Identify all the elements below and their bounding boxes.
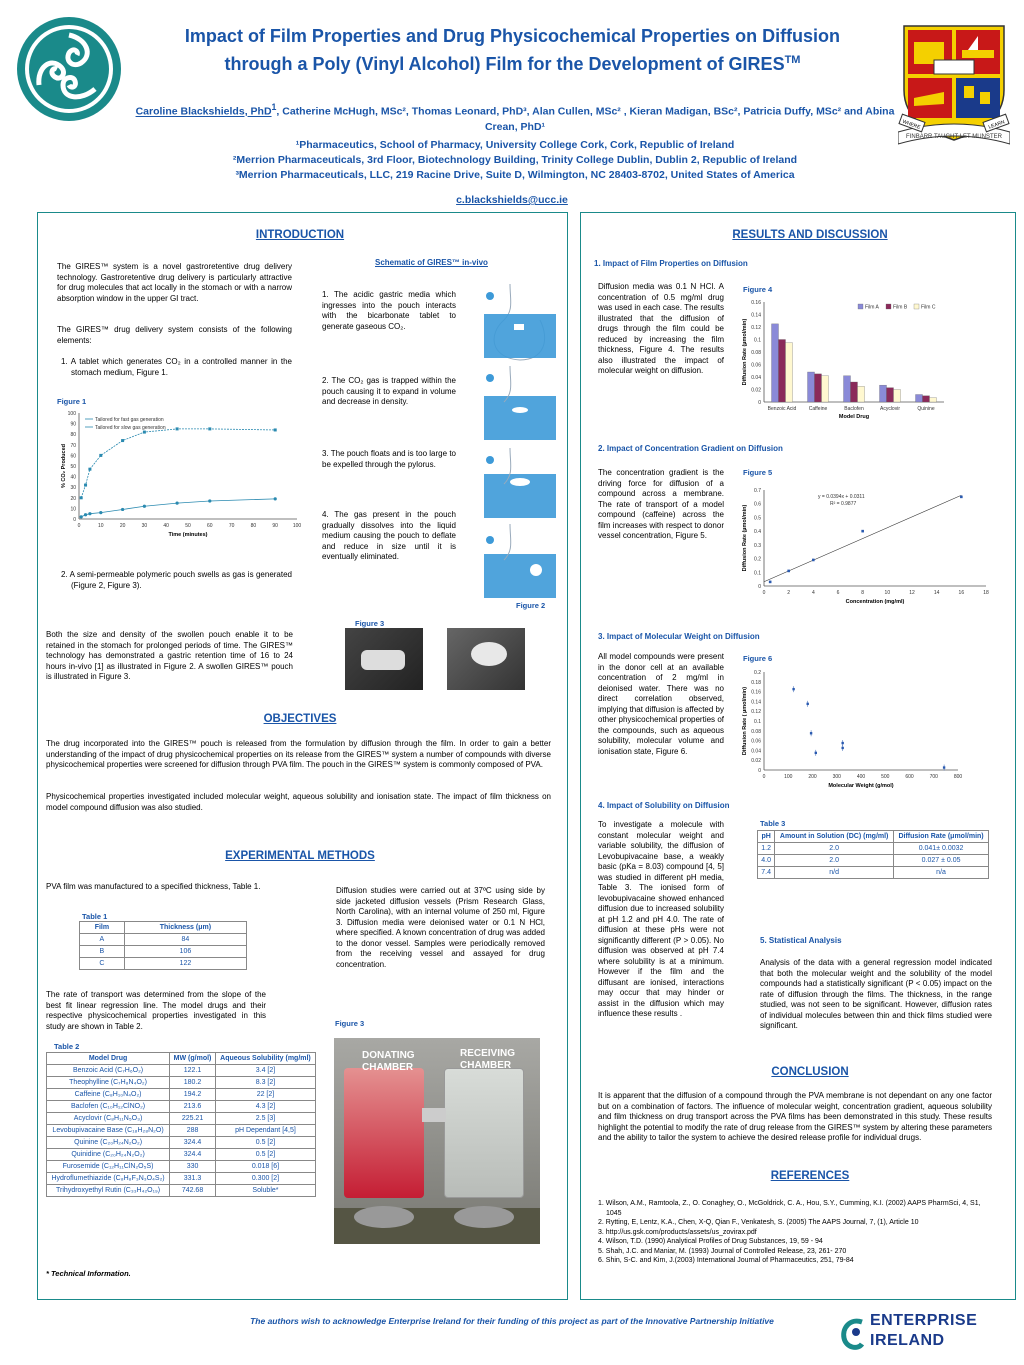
table-2-header: MW (g/mol) — [170, 1053, 216, 1065]
crest-motto: FINBARR TAUGHT LET MUNSTER — [906, 134, 1002, 140]
y-tick-label: 10 — [70, 506, 76, 513]
x-tick-label: Caffeine — [808, 406, 828, 412]
data-point — [84, 513, 87, 516]
table-row — [47, 1077, 316, 1089]
table-3-label: Table 3 — [760, 819, 786, 828]
presenting-author: Caroline Blackshields, PhD — [135, 105, 272, 118]
legend-swatch — [858, 304, 863, 309]
affiliation-1: ¹Pharmaceutics, School of Pharmacy, University College Cork, Cork, Republic of Ireland — [295, 139, 735, 151]
objectives-paragraph-2: Physicochemical properties investigated included molecular weight, aqueous solubility and ionisation state. The impact of film thickness on model compound diffusion was also studied. — [46, 792, 551, 812]
results-text-4: To investigate a molecule with constant molecular weight and variable solubility, the diffusion of Levobupivacaine base, a weakly basic (pKa = 8.03) compound [4, 5] was studied in different pH media, Table 3. The ionised form of levobupivacaine showed enhanced diffusion due to increased solubility at pH 1.2 and pH 4.0. The rate of diffusion at these pHs were not significantly different (P > 0.05). No diffusion was observed at pH 7.4 where solubility is at a minimum. However if the film and the diffusant are ionised, interactions may occur that may hinder or assist in the diffusion which may influence these results . — [598, 820, 724, 1018]
x-tick-label: 700 — [929, 774, 938, 780]
table-row — [47, 1125, 316, 1137]
y-tick-label: 60 — [70, 453, 76, 460]
x-tick-label: 800 — [953, 774, 963, 780]
table-cell: 331.3 — [170, 1173, 216, 1185]
reference-item: 6. Shin, S-C. and Kim, J.(2003) International Journal of Pharmaceutics, 251, 79-84 — [598, 1257, 854, 1264]
legend-label: Film A — [865, 304, 879, 311]
reference-item: 1. Wilson, A.M., Ramtoola, Z., O. Conaghey, O., McGoldrick, C. A., Hou, S.Y., Cumming, K.I. (2002) AAPS PharmSci, 4, S1, 1045 — [598, 1200, 981, 1217]
results-subheading-3: 3. Impact of Molecular Weight on Diffusion — [598, 632, 760, 641]
table-1-header: Thickness (μm) — [124, 922, 246, 934]
data-point — [960, 496, 963, 499]
y-axis-label: Diffusion Rate (µmol/min) — [742, 504, 748, 572]
data-point — [810, 732, 812, 734]
y-tick-label: 90 — [70, 421, 76, 428]
logo-text-ireland: IRELAND — [870, 1332, 945, 1349]
table-cell: 4.3 [2] — [215, 1101, 315, 1113]
schematic-step-4: 4. The gas present in the pouch gradually dissolves into the liquid medium causing the pouch to deflate and reduce in size until it is eventually eliminated. — [322, 510, 456, 561]
y-tick-label: 0.6 — [754, 501, 761, 508]
y-tick-label: 0.1 — [754, 570, 761, 577]
data-point — [80, 515, 83, 518]
table-1-header: Film — [80, 922, 125, 934]
ucc-crest — [898, 20, 1010, 160]
legend-label: Film C — [921, 304, 936, 311]
figure-3-label: Figure 3 — [355, 619, 385, 628]
bar — [815, 374, 822, 402]
x-tick-label: 300 — [832, 774, 841, 780]
y-tick-label: 0.2 — [754, 556, 761, 563]
table-cell: 225.21 — [170, 1113, 216, 1125]
figure-6-chart — [738, 668, 968, 794]
table-cell: 7.4 — [758, 867, 775, 879]
table-cell: 0.018 [6] — [215, 1161, 315, 1173]
intro-paragraph-2: The GIRES™ drug delivery system consists of the following elements: — [57, 325, 292, 345]
y-tick-label: 0.7 — [754, 488, 761, 494]
table-cell: Hydroflumethiazide (C₈H₈F₃N₃O₄S₂) — [47, 1173, 170, 1185]
y-tick-label: 0.02 — [751, 387, 761, 394]
figure-6-label: Figure 6 — [743, 654, 773, 663]
x-tick-label: 12 — [909, 590, 915, 596]
x-tick-label: 2 — [787, 590, 791, 596]
stomach-stage-3 — [484, 448, 556, 518]
y-tick-label: 0.1 — [754, 337, 761, 344]
y-tick-label: 0.16 — [751, 689, 761, 696]
table-cell: 194.2 — [170, 1089, 216, 1101]
trendline-r2: R² = 0.9877 — [830, 501, 857, 507]
bar — [822, 376, 829, 402]
poster-title: Impact of Film Properties and Drug Physicochemical Properties on Diffusion through a Poly (Vinyl Alcohol) Film for the Development of GIRES™ — [184, 26, 841, 74]
table-row — [47, 1089, 316, 1101]
table-1-label: Table 1 — [82, 912, 108, 921]
table-row — [80, 958, 247, 970]
table-row — [47, 1161, 316, 1173]
affiliations — [120, 138, 910, 183]
objectives-paragraph-1: The drug incorporated into the GIRES™ pouch is released from the formulation by diffusion through the film. In order to gain a better understanding of the impact of drug physicochemical properties on its release from the GIRES™ system a number of compounds with diverse physicochemical properties were screened for diffusion through PVA film. The pouch in the GIRES™ system is commonly composed of PVA. — [46, 739, 551, 769]
intro-item-1: 1. A tablet which generates CO₂ in a controlled manner in the stomach medium, Figure 1. — [61, 357, 292, 377]
y-tick-label: 0 — [73, 517, 76, 523]
schematic-step-2: 2. The CO₂ gas is trapped within the pouch causing it to expand in volume and decrease in density. — [322, 376, 456, 406]
reference-item: 4. Wilson, T.D. (1990) Analytical Profiles of Drug Substances, 19, 59 - 94 — [598, 1238, 823, 1245]
y-tick-label: 0.14 — [751, 312, 761, 319]
data-point — [815, 752, 817, 754]
table-row — [80, 934, 247, 946]
data-point — [792, 688, 794, 690]
reference-item: 3. http://us.gsk.com/products/assets/us_zovirax.pdf — [598, 1228, 757, 1236]
y-tick-label: 0.08 — [751, 350, 761, 356]
table-row — [80, 946, 247, 958]
data-point — [99, 454, 102, 457]
table-cell: 8.3 [2] — [215, 1077, 315, 1089]
data-point — [787, 570, 790, 573]
y-tick-label: 40 — [70, 474, 76, 481]
x-tick-label: Quinine — [917, 406, 935, 412]
bar — [930, 398, 937, 402]
contact-email[interactable]: c.blackshields@ucc.ie — [456, 194, 568, 206]
enterprise-ireland-mark-icon — [840, 1314, 866, 1354]
data-point — [176, 427, 179, 430]
schematic-step-1: 1. The acidic gastric media which ingresses into the pouch interacts with the bicarbonate tablet to generate gaseous CO₂. — [322, 290, 456, 331]
table-cell: C — [80, 958, 125, 970]
table-row — [47, 1113, 316, 1125]
table-3-header: Amount in Solution (DC) (mg/ml) — [775, 831, 894, 843]
table-row — [758, 867, 989, 879]
y-tick-label: 0 — [758, 768, 761, 774]
results-subheading-5: 5. Statistical Analysis — [760, 936, 842, 945]
data-point — [943, 766, 945, 768]
stomach-stage-2 — [484, 366, 556, 440]
y-axis-label: Diffusion Rate (µmol/min) — [742, 318, 748, 386]
figure-5-label: Figure 5 — [743, 468, 773, 477]
table-3-header: pH — [758, 831, 775, 843]
data-point — [143, 505, 146, 508]
table-3 — [757, 830, 989, 879]
bar — [844, 376, 851, 402]
stomach-schematic — [480, 280, 560, 600]
results-subheading-4: 4. Impact of Solubility on Diffusion — [598, 801, 730, 810]
data-point — [812, 559, 815, 562]
table-cell: 0.041± 0.0032 — [894, 843, 989, 855]
table-cell: Caffeine (C₈H₁₀N₄O₂) — [47, 1089, 170, 1101]
diffusion-vessel-photo — [334, 1038, 540, 1244]
trendline-equation: y = 0.0394x + 0.0311 — [818, 494, 865, 500]
table-cell: 0.5 [2] — [215, 1149, 315, 1161]
crest-motto-right: LEARN — [987, 119, 1006, 131]
y-tick-label: 0.14 — [751, 699, 761, 706]
results-text-5: Analysis of the data with a general regression model indicated that both the molecular weight and the solubility of the model compounds had a statistically significant (P < 0.05) impact on the rate of diffusion through the films. The thickness, in the range studied, was not seen to be significant. However, diffusion rates of individual molecules between thin and thick films studied were significant. — [760, 958, 992, 1030]
table-cell: Soluble* — [215, 1185, 315, 1197]
results-text-1: Diffusion media was 0.1 N HCl. A concentration of 0.5 mg/ml drug was used in each case. The results illustrated that the diffusion of drugs through the film could be reduced by increasing the film thickness, Figure 4. The results also illustrated the impact of molecular weight on diffusion. — [598, 282, 724, 375]
methods-paragraph-1: PVA film was manufactured to a specified thickness, Table 1. — [46, 882, 261, 891]
stomach-stage-1 — [484, 284, 556, 360]
data-point — [861, 530, 864, 533]
figure-1-chart — [57, 407, 307, 547]
legend-label: Tailored for fast gas generation — [95, 417, 164, 423]
table-cell: 324.4 — [170, 1137, 216, 1149]
legend-swatch — [914, 304, 919, 309]
methods-paragraph-3: Diffusion studies were carried out at 37ºC using side by side jacketed diffusion vessels (Prism Research Glass, North Carolina), with an internal volume of 250 ml, Figure 3. Diffusion media were deionised water or 0.1 N HCl, where specified. A known concentration of drug was added to the donor vessel. Samples were periodically removed from the receiving vessel and assayed for drug concentration. — [336, 886, 545, 969]
x-tick-label: 8 — [861, 590, 865, 596]
x-tick-label: 90 — [272, 523, 278, 529]
affiliation-3: ³Merrion Pharmaceuticals, LLC, 219 Racine Drive, Suite D, Wilmington, NC 28403-8702, United States of America — [235, 169, 795, 181]
x-tick-label: 100 — [784, 774, 793, 780]
x-tick-label: 14 — [933, 590, 940, 596]
table-cell: 180.2 — [170, 1077, 216, 1089]
x-axis-label: Molecular Weight (g/mol) — [828, 783, 894, 789]
x-axis-label: Time (minutes) — [168, 532, 208, 538]
figure-5-chart — [738, 484, 996, 612]
figure-4-label: Figure 4 — [743, 285, 773, 294]
x-tick-label: 200 — [808, 774, 817, 780]
results-heading: RESULTS AND DISCUSSION — [732, 229, 888, 241]
bar — [808, 372, 815, 402]
table-row — [758, 843, 989, 855]
table-cell: Furosemide (C₁₂H₁₁ClN₂O₅S) — [47, 1161, 170, 1173]
y-tick-label: 70 — [70, 442, 76, 449]
table-cell: 1.2 — [758, 843, 775, 855]
table-cell: Benzoic Acid (C₇H₆O₂) — [47, 1065, 170, 1077]
references-heading: REFERENCES — [770, 1170, 850, 1182]
y-tick-label: 0.2 — [754, 670, 761, 676]
table-cell: A — [80, 934, 125, 946]
data-point — [143, 431, 146, 434]
table-cell: 0.300 [2] — [215, 1173, 315, 1185]
y-tick-label: 0 — [758, 584, 761, 590]
table-cell: 84 — [124, 934, 246, 946]
bar — [786, 343, 793, 402]
bar — [894, 390, 901, 403]
table-2-label: Table 2 — [54, 1042, 80, 1051]
y-tick-label: 20 — [70, 495, 76, 502]
table-cell: B — [80, 946, 125, 958]
table-cell: 330 — [170, 1161, 216, 1173]
table-cell: Baclofen (C₁₀H₁₂ClNO₂) — [47, 1101, 170, 1113]
reference-item: 5. Shah, J.C. and Maniar, M. (1993) Journal of Controlled Release, 23, 261- 270 — [598, 1247, 847, 1255]
table-2-header: Aqueous Solubility (mg/ml) — [215, 1053, 315, 1065]
y-tick-label: 0.04 — [751, 375, 761, 381]
table-row — [47, 1065, 316, 1077]
reference-item: 2. Rytting, E, Lentz, K.A., Chen, X-Q, Qian F., Venkatesh, S. (2005) The AAPS Journal, 7, (1), Article 10 — [598, 1219, 919, 1226]
y-tick-label: 100 — [67, 411, 76, 417]
table-row — [47, 1149, 316, 1161]
table-cell: 0.5 [2] — [215, 1137, 315, 1149]
co-authors: , Catherine McHugh, MSc², Thomas Leonard, PhD³, Alan Cullen, MSc² , Kieran Madigan, BSc², Patricia Duffy, MSc² and Abina Crean, PhD¹ — [276, 105, 895, 133]
data-point — [121, 508, 124, 511]
y-tick-label: 50 — [70, 464, 76, 470]
table-row — [47, 1173, 316, 1185]
pouch-photo-1 — [345, 628, 423, 690]
data-point — [208, 427, 211, 430]
legend-label: Film B — [893, 304, 908, 311]
y-axis-label: % CO₂ Produced — [61, 443, 67, 489]
x-tick-label: 20 — [119, 523, 126, 529]
methods-heading: EXPERIMENTAL METHODS — [225, 850, 375, 862]
x-tick-label: 40 — [163, 523, 169, 529]
figure-1-label: Figure 1 — [57, 397, 87, 406]
enterprise-ireland-logo — [838, 1308, 988, 1358]
legend-label: Tailored for slow gas generation — [95, 425, 166, 431]
x-tick-label: 500 — [881, 774, 890, 780]
y-tick-label: 0 — [758, 400, 761, 406]
table-cell: pH Dependant [4,5] — [215, 1125, 315, 1137]
data-point — [208, 499, 211, 502]
author-list: Caroline Blackshields, PhD$^1$, Catherine McHugh, MSc², Thomas Leonard, PhD³, Alan Cullen, MSc² , Kieran Madigan, BSc², Patricia Duffy, MSc² and Abina Crean, PhD¹ — [135, 102, 895, 133]
y-tick-label: 80 — [70, 432, 76, 439]
acknowledgement: The authors wish to acknowledge Enterprise Ireland for their funding of this project as part of the Innovative Partnership Initiative — [250, 1316, 774, 1326]
data-point — [769, 581, 772, 584]
reference-list — [598, 1199, 992, 1266]
data-point — [84, 484, 87, 487]
y-tick-label: 0.18 — [751, 679, 761, 686]
y-tick-label: 0.06 — [751, 738, 761, 745]
schematic-step-3: 3. The pouch floats and is too large to be expelled through the pylorus. — [322, 449, 456, 469]
x-tick-label: 50 — [185, 523, 191, 529]
data-point — [121, 439, 124, 442]
y-tick-label: 0.4 — [754, 529, 761, 536]
data-point — [80, 496, 83, 499]
table-cell: Trihydroxyethyl Rutin (C₃₃H₄₂O₁₉) — [47, 1185, 170, 1197]
conclusion-heading: CONCLUSION — [771, 1066, 849, 1078]
y-tick-label: 0.12 — [751, 709, 761, 716]
objectives-heading: OBJECTIVES — [263, 713, 337, 725]
stomach-stage-4 — [484, 524, 556, 598]
bar — [916, 395, 923, 403]
bar — [858, 386, 865, 402]
affiliation-2: ²Merrion Pharmaceuticals, 3rd Floor, Biotechnology Building, Trinity College Dublin, Dublin 2, Republic of Ireland — [232, 154, 798, 166]
trendline — [764, 495, 961, 581]
table-1 — [79, 921, 247, 970]
y-tick-label: 0.08 — [751, 728, 761, 735]
data-point — [88, 468, 91, 471]
x-tick-label: 16 — [958, 590, 965, 596]
pouch-photo-2 — [447, 628, 525, 690]
figure-3b-label: Figure 3 — [335, 1019, 365, 1028]
series-line — [81, 429, 275, 498]
table-cell: 2.5 [3] — [215, 1113, 315, 1125]
x-tick-label: 60 — [207, 523, 213, 529]
bar — [923, 396, 930, 402]
table-row — [47, 1101, 316, 1113]
table-cell: 3.4 [2] — [215, 1065, 315, 1077]
x-tick-label: 30 — [141, 523, 148, 529]
bar — [887, 388, 894, 402]
table-cell: Quinine (C₂₀H₂₄N₂O₂) — [47, 1137, 170, 1149]
y-tick-label: 0.02 — [751, 758, 761, 765]
data-point — [88, 512, 91, 515]
results-subheading-2: 2. Impact of Concentration Gradient on Diffusion — [598, 444, 783, 453]
conclusion-paragraph: It is apparent that the diffusion of a compound through the PVA membrane is not dependant on any one factor but on a combination of factors. The influence of molecular weight, concentration gradient, aqueous solubility and film thickness on drug transport across the PVA films has been demonstrated in this study. These results highlight the potential to modify the rate of drug release from the GIRES™ system by altering these parameters and the ability to tailor the system to achieve the desired release profile for individual drugs. — [598, 1091, 992, 1142]
table-cell: Acyclovir (C₈H₁₁N₅O₃) — [47, 1113, 170, 1125]
table-row — [47, 1137, 316, 1149]
x-tick-label: 0 — [762, 590, 766, 596]
x-tick-label: 70 — [228, 523, 235, 529]
table-2-header: Model Drug — [47, 1053, 170, 1065]
table-cell: Theophylline (C₇H₈N₄O₂) — [47, 1077, 170, 1089]
y-axis-label: Diffusion Rate ( µmol/min) — [742, 686, 748, 756]
y-tick-label: 0.3 — [754, 542, 761, 549]
x-tick-label: 10 — [884, 590, 891, 596]
intro-item-2: 2. A semi-permeable polymeric pouch swells as gas is generated (Figure 2, Figure 3). — [61, 570, 292, 590]
figure-4-chart — [738, 296, 950, 426]
table-cell: Levobupivacaine Base (C₁₈H₂₈N₂O) — [47, 1125, 170, 1137]
series-line — [81, 499, 275, 517]
y-tick-label: 30 — [70, 485, 76, 492]
table-row — [47, 1185, 316, 1197]
y-tick-label: 0.16 — [751, 300, 761, 306]
data-point — [841, 742, 843, 744]
schematic-title: Schematic of GIRES™ in-vivo — [375, 258, 488, 267]
intro-heading: INTRODUCTION — [255, 229, 345, 241]
y-tick-label: 0.5 — [754, 515, 761, 522]
data-point — [841, 747, 843, 749]
table-cell: 4.0 — [758, 855, 775, 867]
table-row — [758, 855, 989, 867]
donating-chamber-label: DONATING CHAMBER — [362, 1050, 415, 1073]
bar — [851, 382, 858, 402]
table-2 — [46, 1052, 316, 1197]
table-cell: 213.6 — [170, 1101, 216, 1113]
table-cell: 2.0 — [775, 843, 894, 855]
x-tick-label: 18 — [983, 590, 989, 596]
x-tick-label: 10 — [98, 523, 104, 529]
x-tick-label: 6 — [836, 590, 840, 596]
results-subheading-1: 1. Impact of Film Properties on Diffusion — [594, 259, 748, 268]
data-point — [99, 511, 102, 514]
table-cell: 0.027 ± 0.05 — [894, 855, 989, 867]
x-tick-label: Baclofen — [844, 406, 864, 412]
y-tick-label: 0.12 — [751, 325, 761, 331]
table-cell: 288 — [170, 1125, 216, 1137]
figure-2-label: Figure 2 — [516, 601, 546, 610]
table-3-header: Diffusion Rate (μmol/min) — [894, 831, 989, 843]
bar — [779, 340, 786, 403]
x-tick-label: 4 — [811, 590, 815, 596]
table-cell: 2.0 — [775, 855, 894, 867]
x-axis-label: Concentration (mg/ml) — [845, 599, 905, 605]
x-tick-label: 0 — [77, 523, 81, 529]
data-point — [176, 502, 179, 505]
legend-swatch — [886, 304, 891, 309]
intro-paragraph-1: The GIRES™ system is a novel gastroretentive drug delivery technology. Gastroretentive drug delivery is particularly attractive for drug molecules that act locally in the stomach or with a narrow absorption window in the upper GI tract. — [57, 262, 292, 303]
x-tick-label: 400 — [856, 774, 866, 780]
data-point — [806, 703, 808, 705]
x-tick-label: 80 — [250, 523, 257, 529]
table-cell: 122 — [124, 958, 246, 970]
results-text-2: The concentration gradient is the driving force for diffusion of a compound across a membrane. The rate of transport of a model compound (caffeine) across the film increases with respect to donor vessel concentration, Figure 5. — [598, 468, 724, 540]
table-2-footnote: * Technical Information. — [46, 1269, 131, 1278]
x-tick-label: 100 — [292, 523, 302, 529]
table-cell: n/d — [775, 867, 894, 879]
bar — [880, 385, 887, 402]
data-point — [274, 497, 277, 500]
crest-motto-left: WHERE — [901, 118, 922, 131]
receiving-chamber-label: RECEIVING CHAMBER — [460, 1048, 516, 1071]
y-tick-label: 0.04 — [751, 748, 761, 755]
x-axis-label: Model Drug — [838, 414, 870, 420]
results-text-3: All model compounds were present in the donor cell at an available concentration of 2 mg/ml in deionised water. There was no direct correlation observed, implying that diffusion is affected by other physicochemical properties of the compounds, such as aqueous solubility, molecular volume and ionisation state, Figure 6. — [598, 652, 724, 756]
table-cell: 324.4 — [170, 1149, 216, 1161]
x-tick-label: Benzoic Acid — [767, 406, 797, 412]
y-tick-label: 0.06 — [751, 362, 761, 369]
intro-paragraph-3: Both the size and density of the swollen pouch enable it to be retained in the stomach for prolonged periods of time. The GIRES™ technology has demonstrated a gastric retention time of 16 to 24 hours in-vivo [1] as illustrated in Figure 2. A swollen GIRES™ pouch is illustrated in Figure 3. — [46, 630, 293, 681]
methods-paragraph-2: The rate of transport was determined from the slope of the best fit linear regression line. The model drugs and their respective physicochemical properties investigated in this study are shown in Table 2. — [46, 990, 266, 1031]
table-cell: 106 — [124, 946, 246, 958]
table-cell: 122.1 — [170, 1065, 216, 1077]
x-tick-label: 600 — [905, 774, 914, 780]
logo-text-enterprise: ENTERPRISE — [870, 1312, 978, 1329]
y-tick-label: 0.1 — [754, 719, 761, 725]
x-tick-label: 0 — [762, 774, 766, 780]
x-tick-label: Acyclovir — [879, 406, 901, 412]
table-cell: 22 [2] — [215, 1089, 315, 1101]
data-point — [274, 428, 277, 431]
table-cell: 742.68 — [170, 1185, 216, 1197]
bar — [772, 324, 779, 402]
table-cell: Quinidine (C₂₀H₂₄N₂O₂) — [47, 1149, 170, 1161]
table-cell: n/a — [894, 867, 989, 879]
